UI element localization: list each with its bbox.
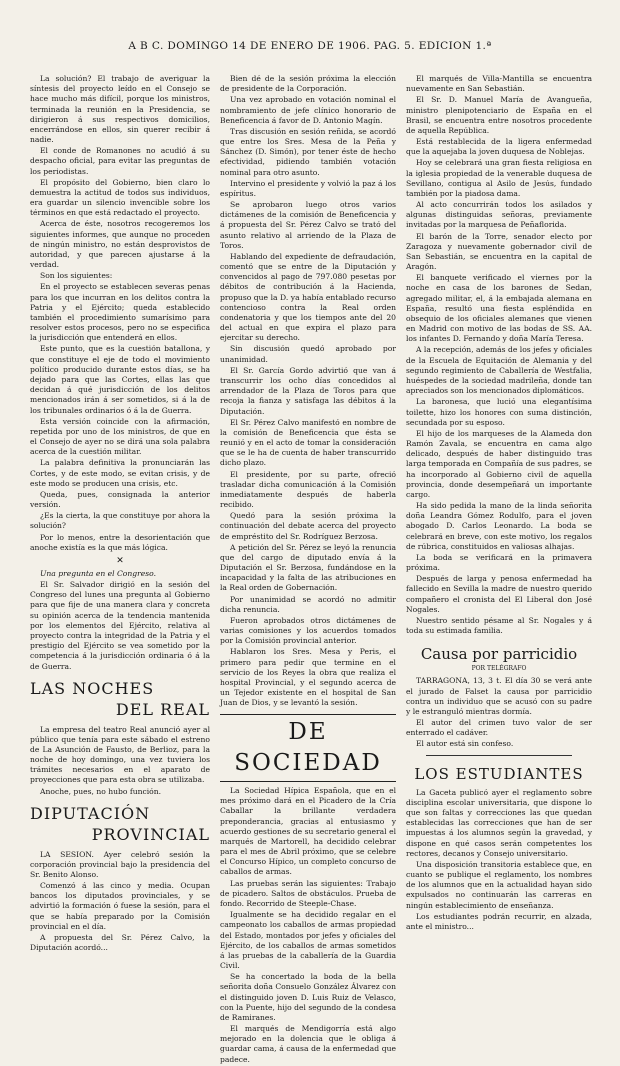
paragraph: Este punto, que es la cuestión batallona, y que constituye el eje de todo el movimiento político producido durante estos días, se ha dejado para que las Cortes, ellas las que decidan á qué jurisdicción de los delitos mencionados irán á ser sometidos, si á la de los tribunales ordinarios ó á la de Guerra. (30, 344, 210, 415)
paragraph: El Sr. D. Manuel María de Avangueña, ministro plenipotenciario de España en el Brasil, se encuentra entre nosotros procedente de aquella República. (406, 95, 592, 135)
section-title-noches (30, 678, 210, 721)
paragraph: Igualmente se ha decidido regalar en el campeonato los caballos de armas propiedad del Estado, montados por jefes y oficiales del Ejército, de los caballos de armas sometidos á las pruebas de la caballería de la Guardia Civil. (220, 910, 396, 971)
paragraph: Esta versión coincide con la afirmación, repetida por uno de los ministros, de que en el Consejo de ayer no se dirá una sola palabra acerca de la cuestión militar. (30, 416, 210, 457)
section-title-causa: Causa por parricidio (420, 645, 578, 664)
paragraph: La empresa del teatro Real anunció ayer al público que tenía para este sábado el estreno de La Asunción de Fausto, de Berlioz, para la noche de hoy domingo, una vez tuviera los trámites necesarios en el aparato de proyecciones que para esta obra se utilizaba. (30, 724, 210, 785)
paragraph: El banquete verificado el viernes por la noche en casa de los barones de Sedan, agregado militar, el, á la embajada alemana en España, resultó una fiesta espléndida en obsequio de los oficiales alemanes que vienen en Madrid con motivo de las bodas de SS. AA. los infantes D. Fernando y doña María Teresa. (406, 273, 592, 344)
paragraph: Hoy se celebrará una gran fiesta religiosa en la iglesia propiedad de la venerable duquesa de Sevillano, contigua al Asilo de Jesús, fundado también por la piadosa dama. (406, 158, 592, 198)
paragraph: Acerca de éste, nosotros recogeremos los siguientes informes, que aunque no proceden de ningún ministro, no están desprovistos de autoridad, y que parecen ajustarse á la verdad. (30, 219, 210, 270)
paragraph: Una vez aprobado en votación nominal el nombramiento de jefe clínico honorario de Beneficencia á favor de D. Antonio Magín. (220, 95, 396, 125)
paragraph: Queda, pues, consignada la anterior versión. (30, 489, 210, 510)
section-title-estudiantes: LOS ESTUDIANTES (414, 764, 584, 783)
byline: POR TELÉGRAFO (471, 665, 527, 673)
paragraph: En el proyecto se establecen severas penas para los que incurran en los delitos contra la Patria y el Ejército; queda establecido también el procedimiento sumarísimo para resolver estos procesos, pero no se especifica la jurisdicción que entenderá en ellos. (30, 282, 210, 343)
paragraph: Intervino el presidente y volvió la paz á los espíritus. (220, 178, 396, 198)
paragraph: El Sr. Salvador dirigió en la sesión del Congreso del lunes una pregunta al Gobierno para que fije de una manera clara y concreta su opinión acerca de la tendencia mantenida por los elementos del Ejército, relativa al proyecto contra la integridad de la Patria y el prestigio del Ejército se vea sometido por la competencia á la jurisdicción ordinaria ó á la de Guerra. (30, 580, 210, 671)
paragraph: Los estudiantes podrán recurrir, en alzada, ante el ministro... (406, 911, 592, 931)
paragraph: A propuesta del Sr. Pérez Calvo, la Diputación acordó... (30, 933, 210, 953)
paragraph: El Sr. Pérez Calvo manifestó en nombre de la comisión de Beneficencia que ésta se reunió y en el acto de tomar la consideración que se le ha de cuenta de haber transcurrido dicho plazo. (220, 417, 396, 468)
paragraph: La Sociedad Hípica Española, que en el mes próximo dará en el Picadero de la Cría Caballar la brillante verdadera preponderancia, gracias al entusiasmo y acuerdo gestiones de su secretario general el marqués de Martorell, ha decidido celebrar para el mes de Abril próximo, que se celebre el Concurso Hípico, un completo concurso de caballos de armas. (220, 786, 396, 877)
paragraph: TARRAGONA, 13, 3 t. El día 30 se verá ante el jurado de Falset la causa por parricidio contra un individuo que se acusó con su padre y le estranguló mientras dormía. (406, 676, 592, 716)
paragraph: El hijo de los marqueses de la Alameda don Ramón Zavala, se encuentra en cama algo delicado, después de haber distinguido tras larga temporada en Compañía de sus padres, se ha incorporado al Gobierno civil de aquella provincia, donde desempeñará un importante cargo. (406, 428, 592, 499)
paragraph: LA SESION. Ayer celebró sesión la corporación provincial bajo la presidencia del Sr. Benito Alonso. (30, 849, 210, 879)
paragraph: Son los siguientes: (40, 271, 113, 281)
page-header: A B C. DOMINGO 14 DE ENERO DE 1906. PAG. 5. EDICION 1.ª (128, 40, 492, 52)
paragraph: La palabra definitiva la pronunciarán las Cortes, y de este modo, se evitan crisis, y de este modo se producen una crisis, etc. (30, 458, 210, 488)
paragraph: Las pruebas serán las siguientes: Trabajo de picadero. Saltos de obstáculos. Prueba de fondo. Recorrido de Steeple-Chase. (220, 878, 396, 908)
paragraph: El Sr. García Gordo advirtió que van á transcurrir los ocho días concedidos al arrendador de la Plaza de Toros para que recoja la fianza y satisfaga las débitos á la Diputación. (220, 365, 396, 416)
paragraph: Ha sido pedida la mano de la linda señorita doña Leandra Gómez Rodulfo, para el joven abogado D. Carlos Leonardo. La boda se celebrará en breve, con este motivo, los regalos de rúbrica, constituidos en valiosas alhajas. (406, 501, 592, 551)
paragraph: El conde de Romanones no acudió á su despacho oficial, para evitar las preguntas de los periodistas. (30, 146, 210, 176)
paragraph: La boda se verificará en la primavera próxima. (406, 552, 592, 573)
paragraph: Hablaron los Sres. Mesa y Peris, el primero para pedir que termine en el servicio de los Reyes la obra que realiza el hospital Provincial, y el segundo acerca de un Tejedor existente en el hospital de San Juan de Dios, y se levantó la sesión. (220, 647, 396, 708)
paragraph: Sin discusión quedó aprobado por unanimidad. (220, 344, 396, 364)
paragraph: El barón de la Torre, senador electo por Zaragoza y nuevamente gobernador civil de San Sebastián, se encuentra en la capital de Aragón. (406, 231, 592, 272)
paragraph: Nuestro sentido pésame al Sr. Nogales y á toda su estimada familia. (406, 615, 592, 636)
paragraph: El autor está sin confeso. (416, 739, 514, 749)
paragraph: Una disposición transitoria establece que, en cuanto se publique el reglamento, los nombres de los alumnos que en la actualidad hayan sido expulsados no continuarán las carreras en ningún establecimiento de enseñanza. (406, 859, 592, 910)
column-1 (30, 74, 210, 954)
paragraph: El autor del crimen tuvo valor de ser enterrado el cadáver. (406, 718, 592, 738)
paragraph: Se ha concertado la boda de la bella señorita doña Consuelo González Álvarez con el distinguido joven D. Luis Ruiz de Velasco, con la Puente, hijo del segundo de la condesa de Ramiranes. (220, 972, 396, 1022)
title-line: LAS NOCHES (30, 678, 155, 698)
paragraph: Por unanimidad se acordó no admitir dicha renuncia. (220, 594, 396, 614)
paragraph: El marqués de Villa-Mantilla se encuentra nuevamente en San Sebastián. (406, 74, 592, 94)
divider (426, 755, 572, 756)
paragraph: La solución? El trabajo de averiguar la síntesis del proyecto leído en el Consejo se hace mucho más difícil, porque los ministros, terminada la reunión en la Presidencia, se dirigieron á sus respectivos domicilios, encerrándose en ellos, sin querer recibir á nadie. (30, 74, 210, 145)
paragraph: Se aprobaron luego otros varios dictámenes de la comisión de Beneficencia y á propuesta del Sr. Pérez Calvo se trató del asunto relativo al arriendo de la Plaza de Toros. (220, 200, 396, 250)
paragraph: Anoche, pues, no hubo función. (40, 786, 162, 796)
paragraph: La baronesa, que lució una elegantísima toilette, hizo los honores con suma distinción, secundada por su esposo. (406, 397, 592, 427)
paragraph: Tras discusión en sesión reñida, se acordó que entre los Sres. Mesa de la Peña y Sánchez (D. Simón), por tener éste de hecho efectividad, pidiendo también votación nominal para otro asunto. (220, 126, 396, 177)
paragraph: Fueron aprobados otros dictámenes de varias comisiones y los acuerdos tomados por la Comisión provincial anterior. (220, 615, 396, 646)
paragraph: Por lo menos, entre la desorientación que anoche existía es la que más lógica. (30, 532, 210, 552)
paragraph: El propósito del Gobierno, bien claro lo demuestra la actitud de todos sus individuos, era guardar un silencio invencible sobre los términos en que está redactado el proyecto. (30, 177, 210, 218)
paragraph: El marqués de Mendigorría está algo mejorado en la dolencia que le obliga á guardar cama, á causa de la enfermedad que padece. (220, 1024, 396, 1064)
paragraph: El presidente, por su parte, ofreció trasladar dicha comunicación á la Comisión inmediatamente después de haberla recibido. (220, 469, 396, 510)
paragraph: Quedó para la sesión próxima la continuación del debate acerca del proyecto de empréstito del Sr. Rodríguez Berzosa. (220, 511, 396, 541)
paragraph: Al acto concurrirán todos los asilados y algunas distinguidas señoras, previamente invitadas por la marquesa de Peñaflorida. (406, 200, 592, 230)
section-title-diputacion (30, 803, 210, 846)
title-line: DEL REAL (115, 700, 210, 720)
subhead: Una pregunta en el Congreso. (40, 568, 156, 578)
paragraph: A la recepción, además de los jefes y oficiales de la Escuela de Equitación de Alemania y del segundo regimiento de Caballería de Westfalia, huéspedes de la sociedad madrileña, donde tan apreciados son los mencionados diplomáticos. (406, 345, 592, 396)
column-2 (220, 74, 396, 1066)
separator-mark: ✕ (116, 555, 124, 566)
section-title-sociedad: DE SOCIEDAD (220, 714, 396, 782)
paragraph: A petición del Sr. Pérez se leyó la renuncia que del cargo de diputado envía á la Diputación el Sr. Berzosa, fundándose en la incapacidad y la falta de las atribuciones en la Real orden de Gobernación. (220, 542, 396, 593)
paragraph: Después de larga y penosa enfermedad ha fallecido en Sevilla la madre de nuestro querido compañero el cronista del El Liberal don José Nogales. (406, 574, 592, 614)
paragraph: La Gaceta publicó ayer el reglamento sobre disciplina escolar universitaria, que dispone lo que son faltas y correcciones las que quedan establecidas las correcciones que han de ser impuestas á los alumnos según la gravedad, y dispone en qué casos serán competentes los rectores, decanos y Consejo universitario. (406, 787, 592, 858)
title-line: DIPUTACIÓN (30, 803, 151, 823)
paragraph: Bien dé de la sesión próxima la elección de presidente de la Corporación. (220, 74, 396, 94)
paragraph: ¿Es la cierta, la que constituye por ahora la solución? (30, 511, 210, 531)
paragraph: Está restablecida de la ligera enfermedad que la aquejaba la joven duquesa de Noblejas. (406, 137, 592, 157)
paragraph: Comenzó á las cinco y media. Ocupan bancos los diputados provinciales, y se advirtió la formación ó fuese la sesión, para el que se había preparado por la Comisión provincial en el día. (30, 881, 210, 931)
column-3 (406, 74, 592, 933)
paragraph: Hablando del expediente de defraudación, comentó que se entre de la Diputación y convencidos al pago de 797.080 pesetas por débitos de contribución á la Hacienda, propuso que la D. ya había entablado recurso contencioso contra la Real orden condenatoria y que los tiempos ante del 20 del actual en que expira el plazo para ejercitar su derecho. (220, 251, 396, 343)
title-line: PROVINCIAL (91, 825, 210, 845)
